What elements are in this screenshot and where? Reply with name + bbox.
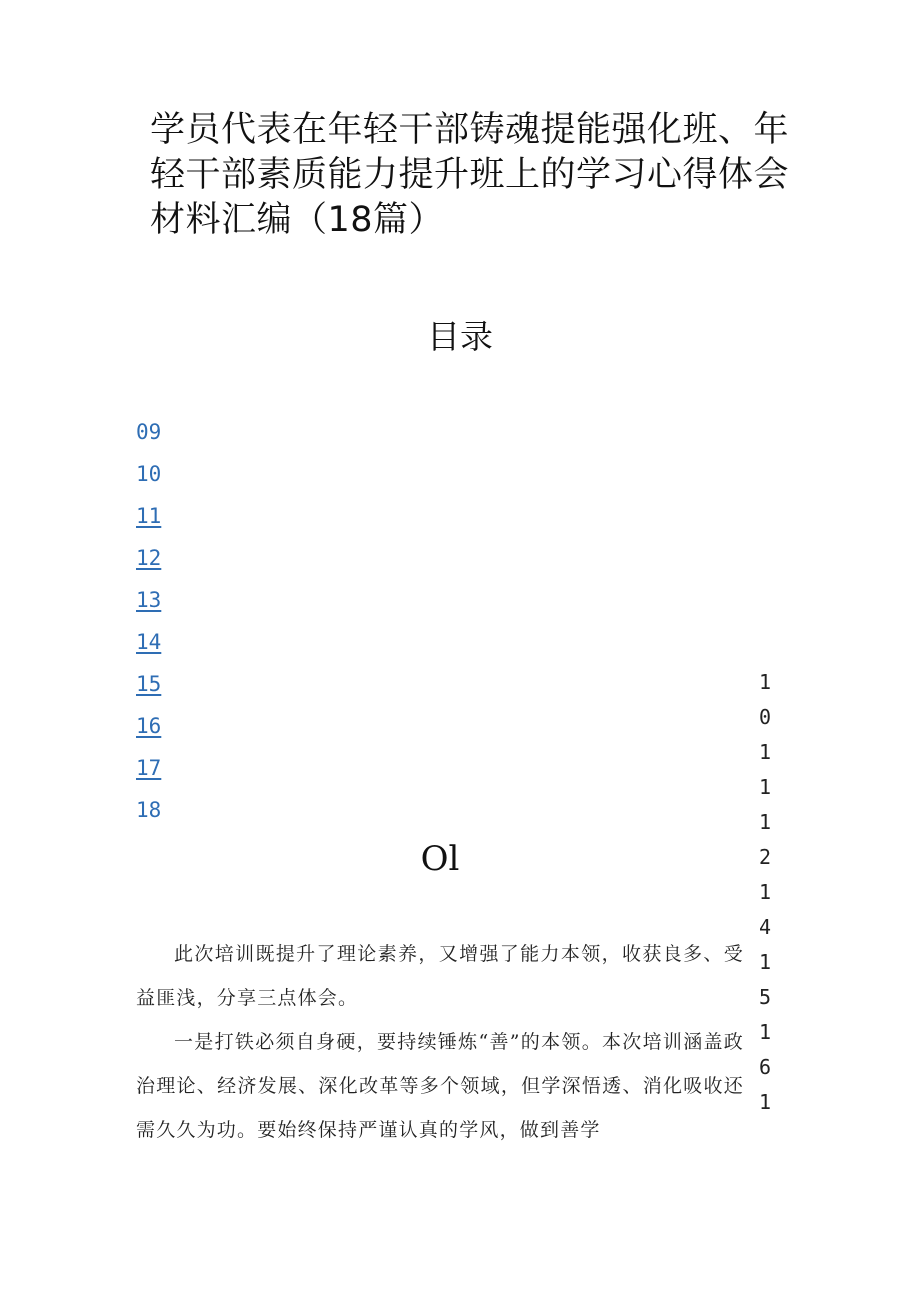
- page-number-digit: 5: [758, 985, 772, 1009]
- page-number-digit: 1: [758, 810, 772, 834]
- page-number-digit: 1: [758, 775, 772, 799]
- page-clip: [740, 1120, 800, 1150]
- toc-entry-15[interactable]: 15: [136, 672, 162, 696]
- page-number-digit: 1: [758, 950, 772, 974]
- toc-heading: 目录: [427, 317, 493, 356]
- toc-entry-18: 18: [136, 798, 162, 822]
- toc-entry-16[interactable]: 16: [136, 714, 162, 738]
- section-heading: Ol: [420, 839, 460, 879]
- page-number-digit: 2: [758, 845, 772, 869]
- page-number-digit: 0: [758, 705, 772, 729]
- page-number-digit: 1: [758, 1090, 772, 1114]
- toc-entry-14[interactable]: 14: [136, 630, 162, 654]
- toc-entry-09: 09: [136, 420, 162, 444]
- page-number-digit: 1: [758, 740, 772, 764]
- page-number-digit: 6: [758, 1055, 772, 1079]
- toc-entry-11[interactable]: 11: [136, 504, 162, 528]
- page-number-digit: 1: [758, 670, 772, 694]
- section-body: [136, 932, 744, 1152]
- page-number-digit: 4: [758, 915, 772, 939]
- page-number-digit: 1: [758, 880, 772, 904]
- page-number-digit: 1: [758, 1020, 772, 1044]
- document-title: 学员代表在年轻干部铸魂提能强化班、年轻干部素质能力提升班上的学习心得体会材料汇编（18篇）: [150, 110, 790, 240]
- toc-entry-13[interactable]: 13: [136, 588, 162, 612]
- toc-entry-12[interactable]: 12: [136, 546, 162, 570]
- toc-entry-17[interactable]: 17: [136, 756, 162, 780]
- paragraph: 一是打铁必须自身硬，要持续锤炼“善”的本领。本次培训涵盖政治理论、经济发展、深化改革等多个领域，但学深悟透、消化吸收还需久久为功。要始终保持严谨认真的学风，做到善学: [136, 1031, 744, 1141]
- toc-entry-10: 10: [136, 462, 162, 486]
- paragraph: 此次培训既提升了理论素养，又增强了能力本领，收获良多、受益匪浅，分享三点体会。: [136, 943, 744, 1009]
